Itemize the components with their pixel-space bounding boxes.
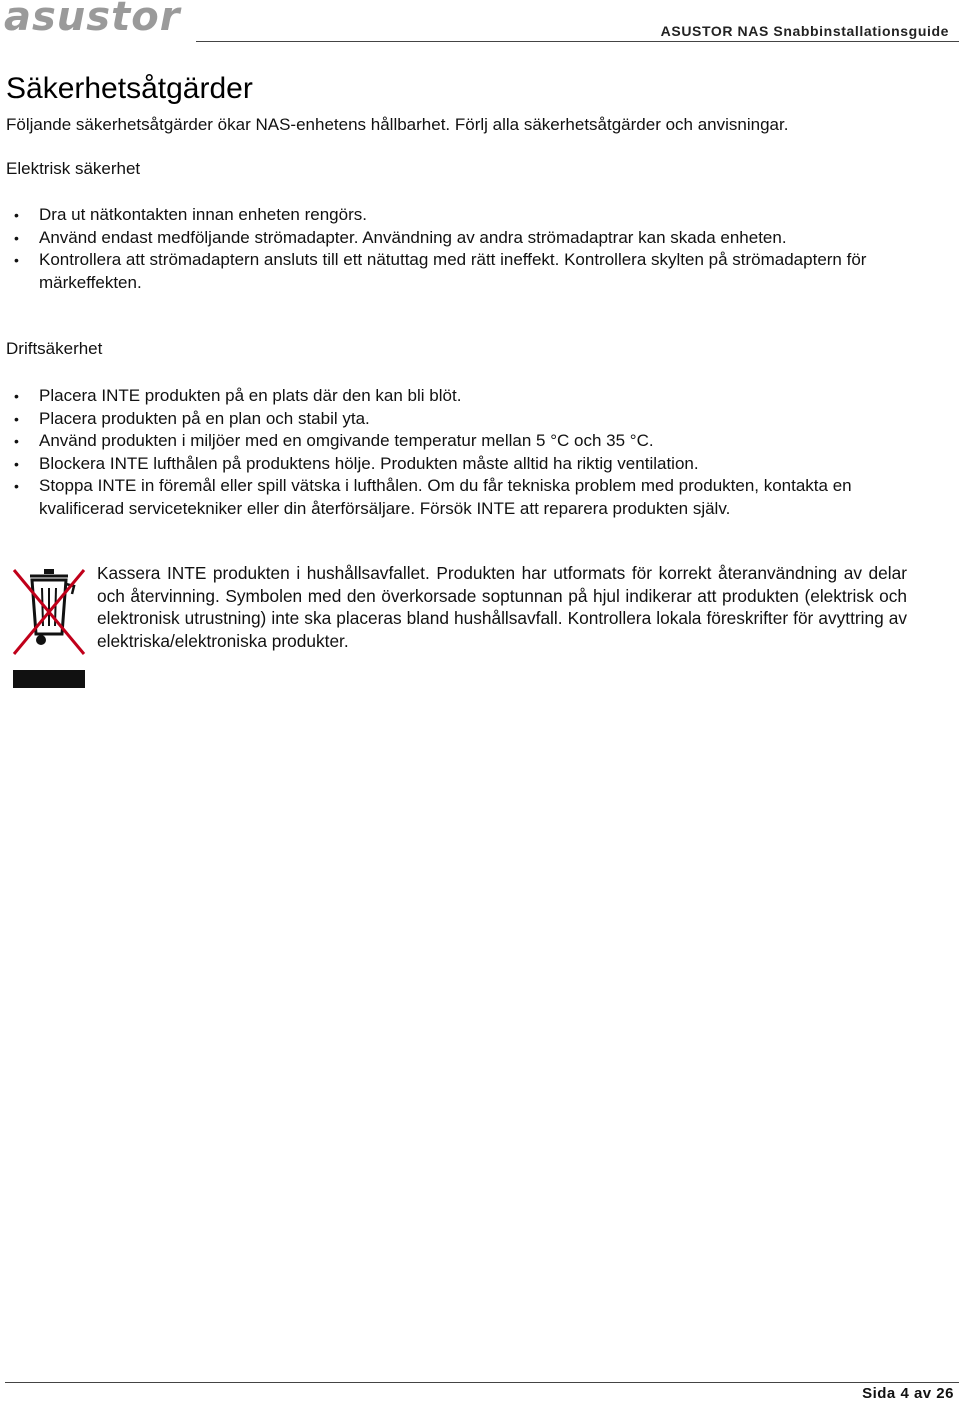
list-item-text: Använd produkten i miljöer med en omgivande temperatur mellan 5 °C och 35 °C. [39,431,654,450]
page-title: Säkerhetsåtgärder [6,72,253,105]
list-item-text: Placera INTE produkten på en plats där den kan bli blöt. [39,386,462,405]
document-title: ASUSTOR NAS Snabbinstallationsguide [660,23,949,39]
asustor-logo: asustor [4,0,181,40]
list-item [0,385,940,408]
list-item-text: Kontrollera att strömadaptern ansluts till ett nätuttag med rätt ineffekt. Kontrollera skylten på strömadaptern för märkeffekten. [39,250,867,292]
operation-safety-heading: Driftsäkerhet [6,339,103,358]
bullet-icon: • [14,433,19,449]
operation-safety-list [0,385,940,520]
bullet-icon: • [14,455,19,472]
list-item [0,249,940,294]
electrical-safety-heading: Elektrisk säkerhet [6,159,141,178]
list-item [0,204,940,227]
list-item [0,408,940,431]
electrical-safety-list [0,204,940,294]
list-item-text: Använd endast medföljande strömadapter. Användning av andra strömadaptrar kan skada enheten. [39,227,787,247]
weee-disposal-notice: Kassera INTE produkten i hushållsavfallet. Produkten har utformats för korrekt återanvändning av delar och återvinning. Symbolen med den överkorsade soptunnan på hjul indikerar att produkten (elektrisk och elektronisk utrustning) inte ska placeras bland hushållsavfall. Kontrollera lokala föreskrifter för avyttring av elektriska/elektroniska produkter. [97,563,907,651]
list-item [0,430,940,453]
bullet-icon: • [14,410,19,427]
list-item-text: Placera produkten på en plan och stabil yta. [39,408,370,428]
list-item-text: Stoppa INTE in föremål eller spill vätska i lufthålen. Om du får tekniska problem med produkten, kontakta en kvalificerad servicetekniker eller din återförsäljare. Försök INTE att reparera produkten själv. [39,476,852,518]
bullet-icon: • [14,388,19,404]
bullet-icon: • [14,252,19,268]
list-item-text: Dra ut nätkontakten innan enheten rengörs. [39,205,367,224]
list-item [0,475,940,520]
bullet-icon: • [14,229,19,246]
header-divider [196,41,959,42]
page-header [0,0,960,44]
footer-divider [5,1382,959,1383]
list-item-text: Blockera INTE lufthålen på produktens hölje. Produkten måste alltid ha riktig ventilation. [39,453,699,473]
intro-paragraph: Följande säkerhetsåtgärder ökar NAS-enhetens hållbarhet. Förlj alla säkerhetsåtgärder och anvisningar. [6,115,789,134]
list-item [0,453,940,476]
page-number: Sida 4 av 26 [862,1385,954,1402]
list-item [0,227,940,250]
bullet-icon: • [14,207,19,223]
bullet-icon: • [14,478,19,494]
crossed-out-wheelie-bin-icon [10,564,88,690]
